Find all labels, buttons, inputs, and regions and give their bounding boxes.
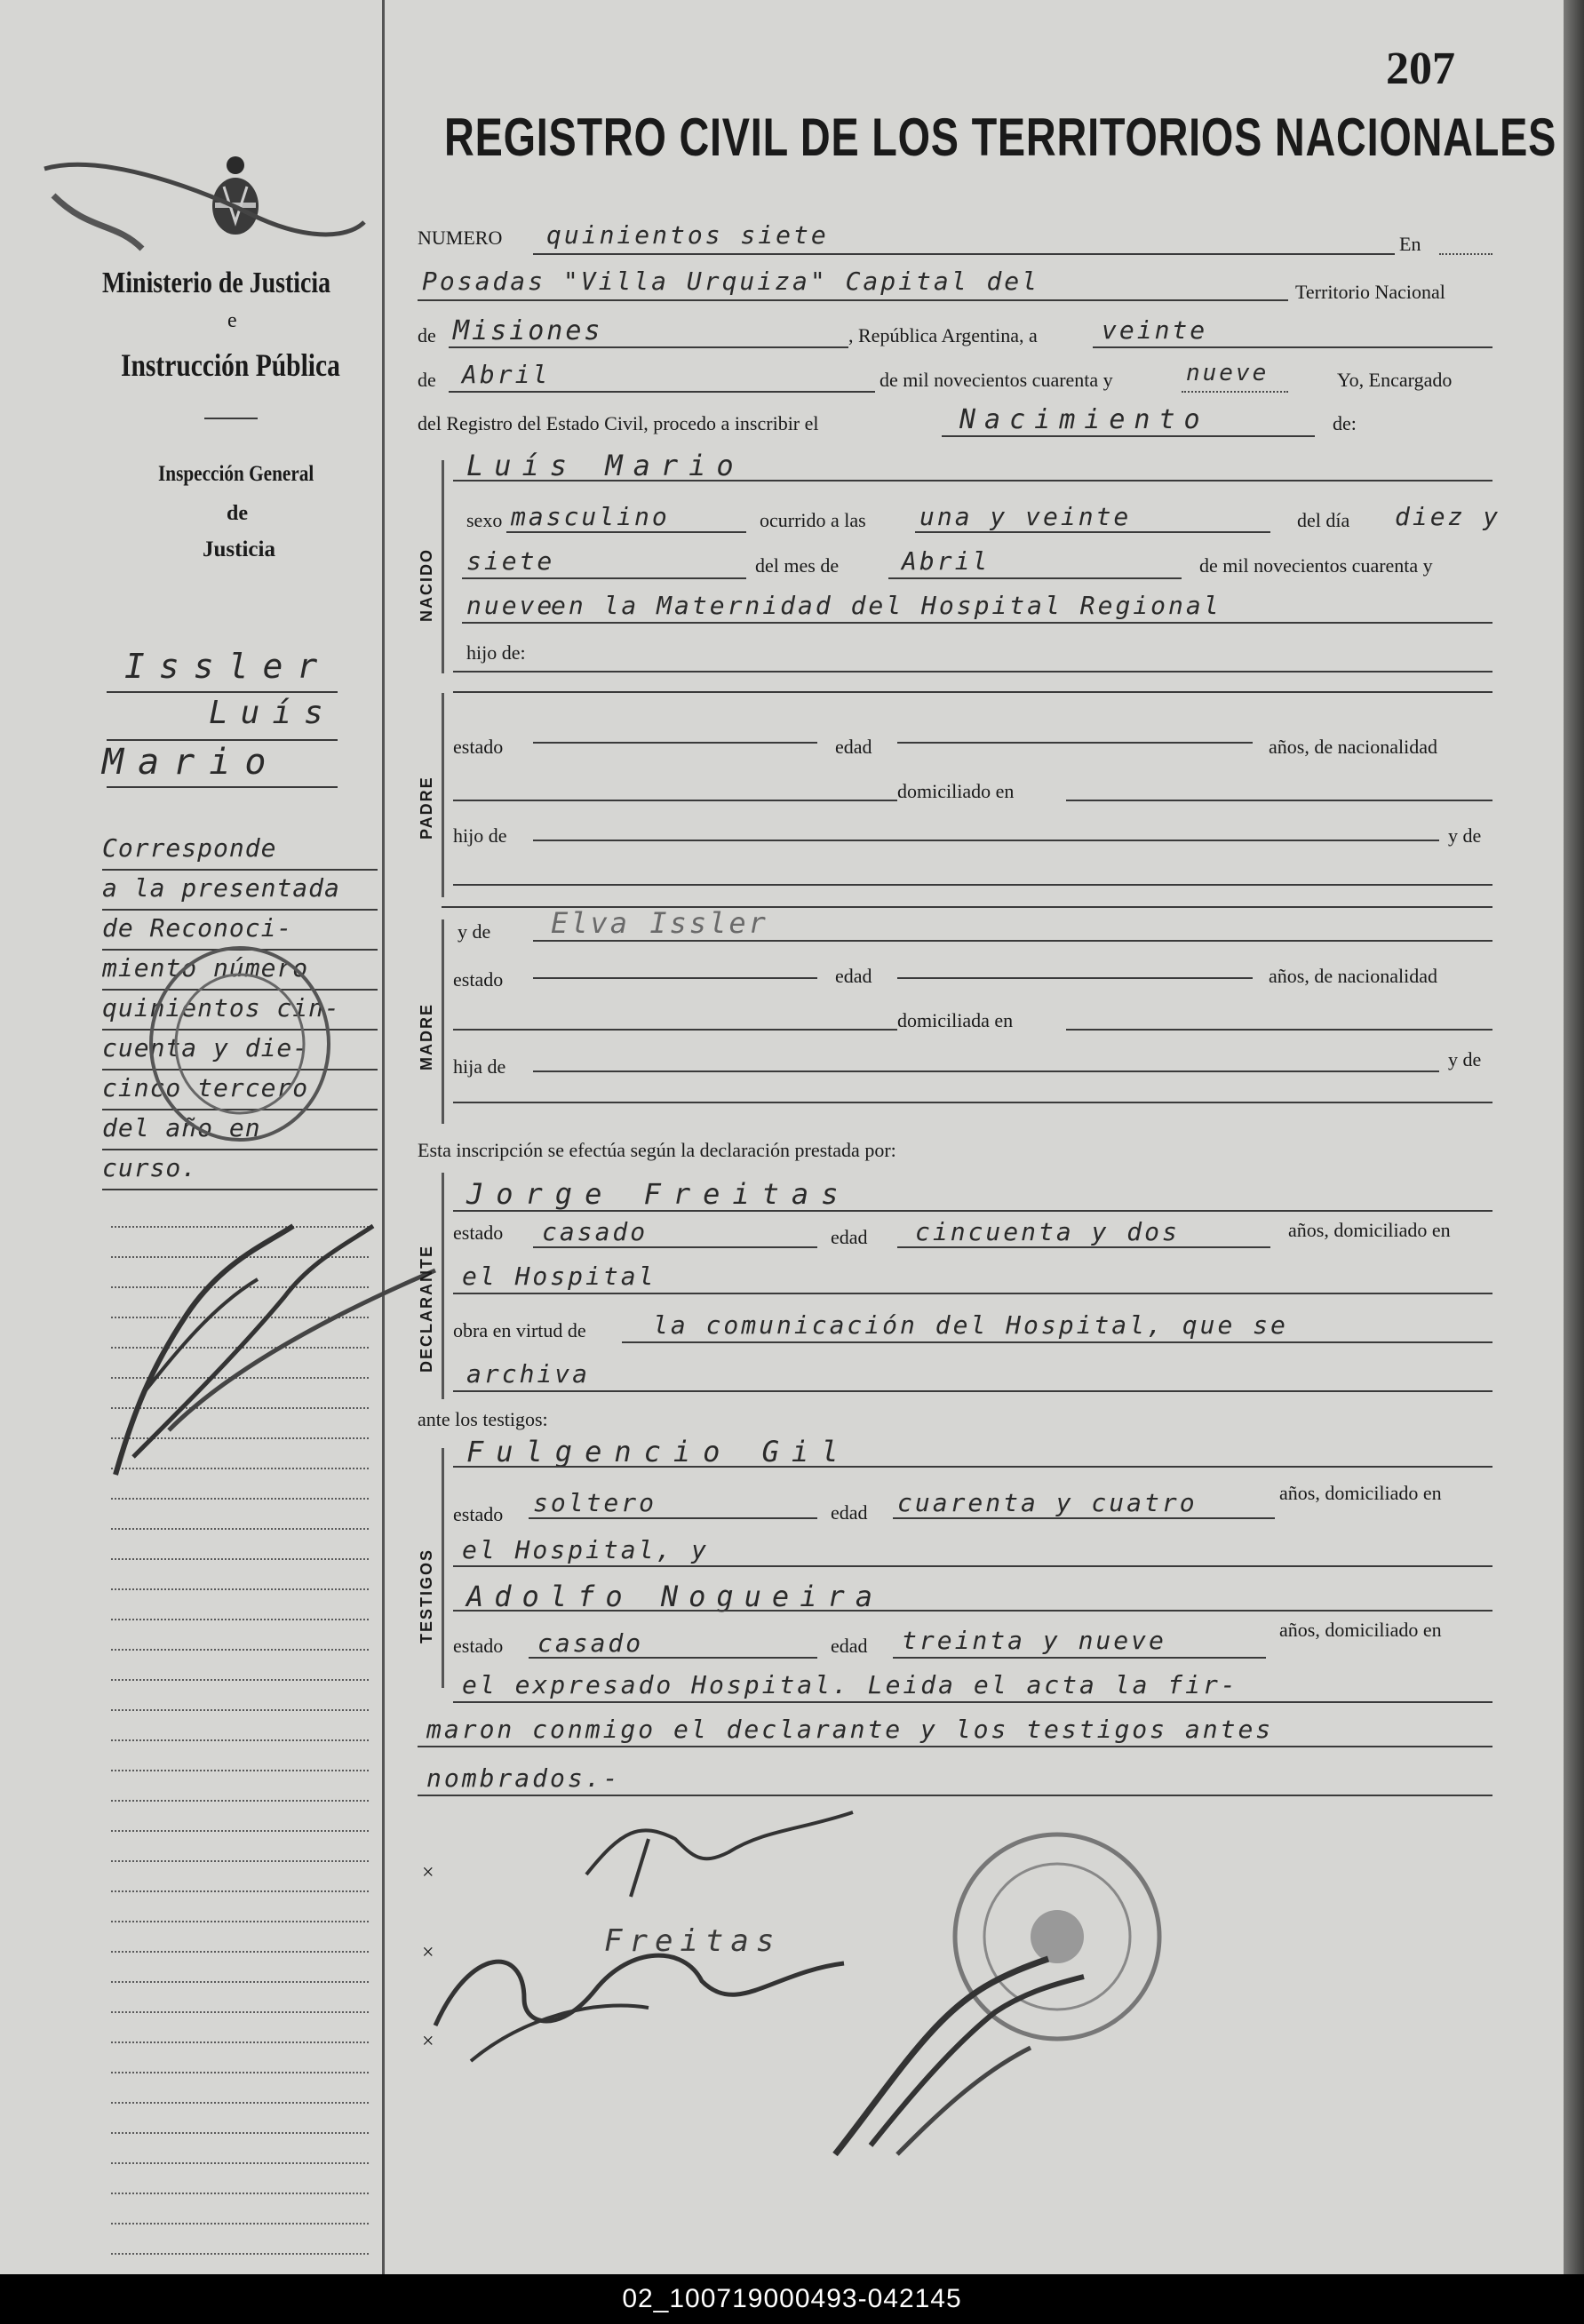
testigo1-estado-value: soltero — [533, 1488, 657, 1517]
year-value: nueve — [1186, 360, 1270, 386]
declarante-estado-label: estado — [453, 1222, 504, 1244]
margin-rule — [382, 0, 385, 2274]
madre-row2-line — [453, 1029, 897, 1031]
year-label: de mil novecientos cuarenta y — [880, 369, 1113, 391]
dia-label: del día — [1297, 509, 1350, 531]
declarante-name-line — [453, 1210, 1492, 1212]
testigo2-estado-label: estado — [453, 1635, 504, 1657]
margin-ruled-line — [111, 1739, 369, 1741]
act-type-line — [942, 435, 1315, 437]
margin-ruled-line — [111, 1498, 369, 1500]
madre-hija-de-line — [533, 1070, 1439, 1072]
padre-bottom-line — [453, 884, 1492, 886]
margin-ruled-line — [111, 1860, 369, 1862]
closing-line-2: maron conmigo el declarante y los testigos antes — [426, 1715, 1274, 1744]
witness-signature-icon — [569, 1803, 871, 1901]
margin-note-line: quinientos cin- — [102, 991, 378, 1031]
closing-underline-3 — [418, 1795, 1492, 1796]
signature-mark-1: × — [422, 1861, 434, 1884]
testigo1-edad-value: cuarenta y cuatro — [897, 1488, 1198, 1517]
territory-value: Misiones — [453, 315, 603, 346]
declarante-estado-value: casado — [542, 1217, 649, 1246]
declarante-edad-line — [897, 1246, 1270, 1248]
closing-underline-2 — [418, 1746, 1492, 1747]
signature-mark-3: × — [422, 2030, 434, 2053]
margin-note-line: Corresponde — [102, 831, 378, 871]
padre-domicilio-line — [1066, 800, 1492, 801]
madre-domicilio-line — [1066, 1029, 1492, 1031]
nacido-name: Luís Mario — [466, 449, 744, 482]
testigos-label: TESTIGOS — [418, 1548, 435, 1644]
margin-note-line: del año en — [102, 1110, 378, 1150]
margin-note-line: miento número — [102, 951, 378, 991]
obra-label: obra en virtud de — [453, 1319, 586, 1341]
madre-estado-line — [533, 977, 817, 979]
padre-anos-label: años, de nacionalidad — [1269, 736, 1437, 758]
margin-name-1: Luís — [209, 695, 336, 731]
place-value: Posadas "Villa Urquiza" Capital del — [422, 267, 1040, 296]
margin-ruled-line — [111, 2102, 369, 2104]
declarante-edad-label: edad — [831, 1226, 868, 1248]
margin-name-2: Mario — [102, 742, 281, 783]
numero-value: quinientos siete — [546, 220, 829, 250]
margin-ruled-line — [111, 1528, 369, 1530]
day-line-2 — [462, 577, 746, 579]
year-dots — [1182, 391, 1288, 393]
margin-ruled-line — [111, 1649, 369, 1651]
testigo1-estado-label: estado — [453, 1503, 504, 1525]
declarante-domicilio-label: años, domiciliado en — [1288, 1219, 1451, 1241]
declarante-edad-value: cincuenta y dos — [915, 1217, 1180, 1246]
place-line — [418, 299, 1288, 301]
registro-label: del Registro del Estado Civil, procedo a inscribir el — [418, 412, 819, 434]
act-type-value: Nacimiento — [959, 404, 1209, 435]
testigos-bracket — [442, 1448, 444, 1688]
footer-bar — [0, 2274, 1584, 2324]
obra-line-2 — [453, 1390, 1492, 1392]
margin-rule-3 — [107, 786, 338, 788]
madre-label: MADRE — [418, 1003, 435, 1070]
madre-domiciliada-label: domiciliada en — [897, 1009, 1014, 1031]
madre-anos-label: años, de nacionalidad — [1269, 965, 1437, 987]
birth-place-value: en la Maternidad del Hospital Regional — [551, 591, 1222, 620]
inspection-line3: Justicia — [203, 537, 275, 561]
declarante-estado-line — [533, 1246, 817, 1248]
padre-edad-label: edad — [835, 736, 872, 758]
padre-y-de-label: y de — [1448, 824, 1482, 847]
day-value: veinte — [1102, 315, 1208, 345]
obra-line-1 — [622, 1341, 1492, 1343]
testigo1-name-line — [453, 1466, 1492, 1468]
margin-surname: Issler — [124, 647, 332, 686]
testigo1-edad-label: edad — [831, 1501, 868, 1524]
madre-y-de-label: y de — [458, 920, 491, 943]
margin-ruled-line — [111, 1558, 369, 1560]
declarante-name: Jorge Freitas — [466, 1177, 851, 1211]
declarante-domicilio-value: el Hospital — [462, 1261, 657, 1291]
margin-ruled-line — [111, 2193, 369, 2194]
obra-value-1: la comunicación del Hospital, que se — [653, 1310, 1288, 1340]
nacido-year-value: nueve — [466, 591, 555, 620]
margin-rule-1 — [107, 691, 338, 693]
declarante-domicilio-line — [453, 1293, 1492, 1294]
margin-ruled-line — [111, 2253, 369, 2255]
margin-ruled-line — [111, 1830, 369, 1832]
obra-value-2: archiva — [466, 1359, 591, 1389]
margin-ruled-line — [111, 1588, 369, 1590]
padre-estado-label: estado — [453, 736, 504, 758]
margin-ruled-line — [111, 1951, 369, 1953]
padre-domiciliado-label: domiciliado en — [897, 780, 1015, 802]
nacido-year-label: de mil novecientos cuarenta y — [1199, 554, 1433, 577]
testigo2-name-line — [453, 1610, 1492, 1612]
ministry-rule — [204, 418, 258, 419]
page-title: REGISTRO CIVIL DE LOS TERRITORIOS NACIONALES — [444, 107, 1557, 167]
ministry-line3: Instrucción Pública — [121, 347, 340, 383]
numero-label: NUMERO — [418, 227, 503, 249]
month-value: Abril — [462, 360, 551, 389]
inspection-line1: Inspección General — [158, 462, 314, 486]
madre-bottom-line — [453, 1102, 1492, 1103]
ministry-line1: Ministerio de Justicia — [102, 267, 331, 299]
padre-hijo-de-line — [533, 840, 1439, 841]
declarante-bracket — [442, 1173, 444, 1399]
testigo2-domicilio-label: años, domiciliado en — [1279, 1619, 1442, 1641]
hijo-label: hijo de: — [466, 641, 526, 664]
ministry-line2: e — [227, 309, 237, 332]
testigo2-edad-label: edad — [831, 1635, 868, 1657]
margin-note-line: cinco tercero — [102, 1070, 378, 1110]
testigo1-edad-line — [893, 1517, 1275, 1519]
margin-rule-2 — [107, 739, 338, 741]
de-colon-label: de: — [1333, 412, 1357, 434]
margin-ruled-line — [111, 2223, 369, 2225]
territory-line — [449, 346, 848, 348]
declarant-signature-text: Freitas — [604, 1923, 782, 1959]
day-value-1: diez y — [1395, 502, 1501, 531]
day-value-2: siete — [466, 546, 555, 576]
de-label: de — [418, 324, 436, 346]
testigo1-name: Fulgencio Gil — [466, 1435, 851, 1468]
margin-note-line: curso. — [102, 1150, 378, 1190]
hijo-line — [453, 671, 1492, 673]
madre-edad-line — [897, 977, 1253, 979]
testigos-intro: ante los testigos: — [418, 1408, 548, 1430]
yo-label: Yo, Encargado — [1337, 369, 1453, 391]
padre-hijo-de-label: hijo de — [453, 824, 507, 847]
republica-label: , República Argentina, a — [848, 324, 1038, 346]
page-number: 207 — [1386, 44, 1455, 94]
nacido-bracket — [442, 460, 444, 673]
closing-line-1: el expresado Hospital. Leida el acta la fir- — [462, 1670, 1238, 1699]
padre-row2-line — [453, 800, 897, 801]
hour-value: una y veinte — [919, 502, 1132, 531]
madre-name: Elva Issler — [551, 906, 768, 940]
margin-ruled-line — [111, 2072, 369, 2073]
madre-name-line — [533, 940, 1492, 942]
margin-note-line: a la presentada — [102, 871, 378, 911]
binding-edge — [1564, 0, 1584, 2274]
padre-bracket — [442, 693, 444, 897]
registrar-signature-icon — [817, 1941, 1102, 2172]
testigo2-name: Adolfo Nogueira — [466, 1580, 883, 1613]
closing-underline-1 — [453, 1701, 1492, 1703]
madre-edad-label: edad — [835, 965, 872, 987]
testigo1-estado-line — [529, 1517, 817, 1519]
sexo-value: masculino — [511, 502, 670, 531]
margin-ruled-line — [111, 1709, 369, 1711]
birth-place-line — [462, 622, 1492, 624]
footer-id: 02_100719000493-042145 — [622, 2284, 962, 2313]
en-label: En — [1399, 233, 1421, 255]
ocurrido-label: ocurrido a las — [760, 509, 866, 531]
margin-ruled-line — [111, 1679, 369, 1681]
madre-hija-de-label: hija de — [453, 1055, 506, 1078]
testigo2-edad-line — [893, 1657, 1266, 1659]
padre-estado-line — [533, 742, 817, 744]
testigo2-edad-value: treinta y nueve — [902, 1626, 1166, 1655]
testigo1-domicilio-label: años, domiciliado en — [1279, 1482, 1442, 1504]
margin-ruled-line — [111, 1890, 369, 1892]
day-line — [1093, 346, 1492, 348]
hour-line — [915, 531, 1270, 533]
en-dots — [1439, 253, 1492, 255]
sexo-line — [506, 531, 746, 533]
mes-label: del mes de — [755, 554, 840, 577]
margin-ruled-line — [111, 2162, 369, 2164]
madre-y-de-label-2: y de — [1448, 1048, 1482, 1070]
madre-estado-label: estado — [453, 968, 504, 991]
margin-ruled-line — [111, 2132, 369, 2134]
margin-ruled-line — [111, 1800, 369, 1802]
nacido-name-line — [453, 480, 1492, 482]
territorio-label: Territorio Nacional — [1295, 281, 1445, 303]
inspection-line2: de — [227, 502, 248, 525]
testigo1-domicilio-line — [453, 1565, 1492, 1567]
padre-label: PADRE — [418, 776, 435, 840]
padre-top-line — [453, 691, 1492, 693]
numero-line — [533, 253, 1395, 255]
margin-note-line: de Reconoci- — [102, 911, 378, 951]
declaracion-intro: Esta inscripción se efectúa según la declaración prestada por: — [418, 1139, 896, 1161]
testigo2-estado-line — [529, 1657, 817, 1659]
margin-ruled-line — [111, 2011, 369, 2013]
nacido-label: NACIDO — [418, 548, 435, 622]
margin-ruled-line — [111, 1619, 369, 1620]
margin-ruled-line — [111, 1921, 369, 1922]
margin-signature-icon — [80, 1190, 453, 1492]
margin-ruled-line — [111, 1981, 369, 1983]
testigo2-estado-value: casado — [537, 1628, 644, 1658]
margin-note-line: cuenta y die- — [102, 1031, 378, 1070]
declarante-label: DECLARANTE — [418, 1245, 435, 1373]
official-stamp-icon — [142, 942, 338, 1146]
margin-ruled-line — [111, 1770, 369, 1771]
de-label-2: de — [418, 369, 436, 391]
margin-ruled-line — [111, 2041, 369, 2043]
closing-line-3: nombrados.- — [426, 1763, 621, 1793]
madre-bracket — [442, 919, 444, 1124]
sexo-label: sexo — [466, 509, 503, 531]
testigo1-domicilio-value: el Hospital, y — [462, 1535, 710, 1564]
month-line — [449, 391, 875, 393]
nacido-month-line — [888, 577, 1182, 579]
padre-edad-line — [897, 742, 1253, 744]
nacido-month-value: Abril — [902, 546, 991, 576]
signature-mark-2: × — [422, 1941, 434, 1964]
